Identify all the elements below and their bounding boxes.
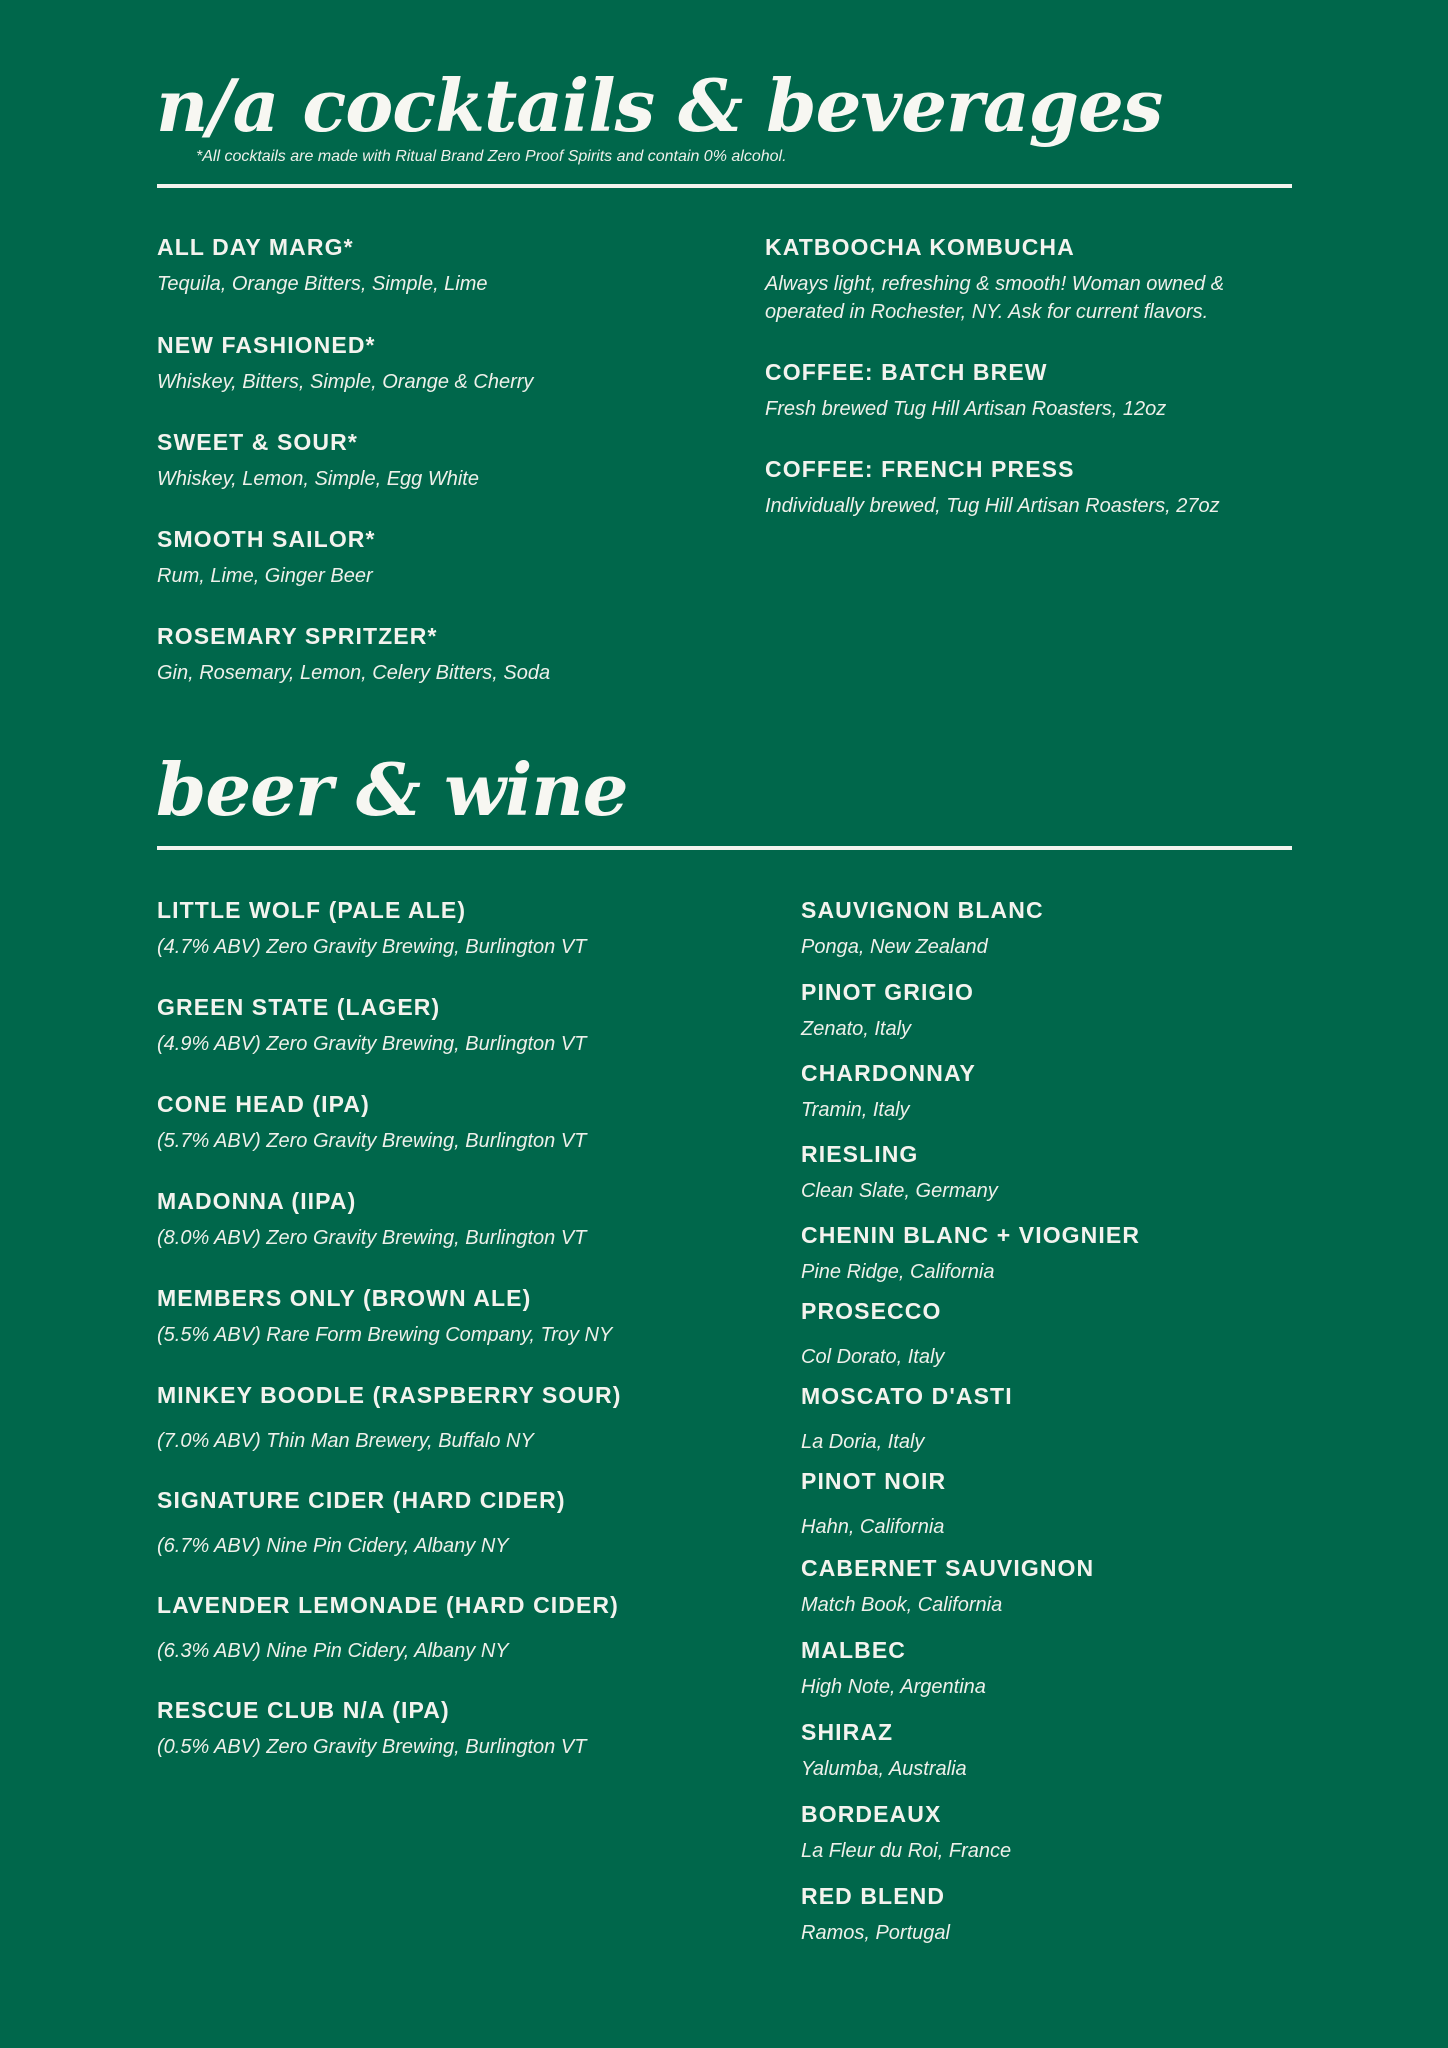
item-name: ALL DAY MARG* (157, 234, 354, 260)
beer-item (157, 896, 586, 961)
item-name: PINOT GRIGIO (801, 979, 974, 1005)
beer-item (157, 1284, 612, 1349)
item-desc: Ramos, Portugal (801, 1922, 950, 1944)
cocktail-item (157, 331, 533, 396)
wine-item (801, 1221, 1140, 1286)
beer-item (157, 1591, 619, 1665)
item-name: COFFEE: BATCH BREW (765, 359, 1048, 385)
item-name: NEW FASHIONED* (157, 332, 376, 358)
beer-item (157, 1486, 566, 1560)
item-desc: Ponga, New Zealand (801, 936, 988, 958)
item-desc: Yalumba, Australia (801, 1758, 967, 1780)
beverage-item (765, 233, 1224, 326)
wine-item (801, 1718, 967, 1783)
wine-item (801, 978, 974, 1043)
item-desc: La Doria, Italy (801, 1431, 925, 1453)
item-desc: Col Dorato, Italy (801, 1346, 945, 1368)
beer-item (157, 1090, 586, 1155)
beer-wine-title: beer & wine (156, 747, 628, 832)
item-name: MEMBERS ONLY (BROWN ALE) (157, 1285, 532, 1311)
item-name: MALBEC (801, 1637, 906, 1663)
item-name: CHARDONNAY (801, 1060, 976, 1086)
item-name: CONE HEAD (IPA) (157, 1091, 370, 1117)
item-desc: (5.5% ABV) Rare Form Brewing Company, Troy NY (157, 1324, 613, 1346)
beer-item (157, 993, 586, 1058)
item-desc: Rum, Lime, Ginger Beer (157, 565, 373, 587)
item-name: MOSCATO D'ASTI (801, 1383, 1013, 1409)
item-desc: Match Book, California (801, 1594, 1003, 1616)
wine-item (801, 1467, 946, 1541)
wine-item (801, 1882, 950, 1947)
beer-item (157, 1381, 622, 1455)
wine-item (801, 1800, 1011, 1865)
item-name: LAVENDER LEMONADE (HARD CIDER) (157, 1592, 619, 1618)
item-desc: High Note, Argentina (801, 1676, 986, 1698)
item-desc: Whiskey, Bitters, Simple, Orange & Cherry (157, 371, 534, 393)
item-desc: (5.7% ABV) Zero Gravity Brewing, Burlington VT (157, 1130, 587, 1152)
item-name: LITTLE WOLF (PALE ALE) (157, 897, 467, 923)
beer-item (157, 1187, 586, 1252)
item-name: CHENIN BLANC + VIOGNIER (801, 1222, 1141, 1248)
item-name: MADONNA (IIPA) (157, 1188, 357, 1214)
item-desc: Pine Ridge, California (801, 1261, 995, 1283)
item-name: RED BLEND (801, 1883, 946, 1909)
item-desc: (6.7% ABV) Nine Pin Cidery, Albany NY (157, 1535, 509, 1557)
item-name: PINOT NOIR (801, 1468, 947, 1494)
item-desc: Hahn, California (801, 1516, 945, 1538)
na-section-divider (157, 184, 1292, 188)
beer-item (157, 1696, 586, 1761)
item-desc: Clean Slate, Germany (801, 1180, 998, 1202)
item-desc: (4.9% ABV) Zero Gravity Brewing, Burlington VT (157, 1033, 587, 1055)
cocktail-item (157, 428, 479, 493)
item-desc-line2: operated in Rochester, NY. Ask for current flavors. (765, 301, 1209, 323)
item-name: SMOOTH SAILOR* (157, 526, 376, 552)
item-name: CABERNET SAUVIGNON (801, 1555, 1095, 1581)
wine-item (801, 1554, 1094, 1619)
cocktail-item (157, 525, 376, 590)
beer-wine-divider (157, 846, 1292, 850)
item-desc: Whiskey, Lemon, Simple, Egg White (157, 468, 479, 490)
wine-item (801, 1382, 1013, 1456)
item-name: GREEN STATE (LAGER) (157, 994, 441, 1020)
item-desc: (6.3% ABV) Nine Pin Cidery, Albany NY (157, 1640, 509, 1662)
cocktail-item (157, 622, 550, 687)
item-name: SHIRAZ (801, 1719, 894, 1745)
beverage-item (765, 358, 1166, 423)
item-desc: (8.0% ABV) Zero Gravity Brewing, Burlington VT (157, 1227, 587, 1249)
item-desc: Gin, Rosemary, Lemon, Celery Bitters, Soda (157, 662, 551, 684)
zero-proof-note: *All cocktails are made with Ritual Brand Zero Proof Spirits and contain 0% alcohol. (196, 148, 787, 165)
item-desc: Tequila, Orange Bitters, Simple, Lime (157, 273, 488, 295)
item-name: RESCUE CLUB N/A (IPA) (157, 1697, 450, 1723)
item-name: RIESLING (801, 1141, 919, 1167)
na-cocktails-title: n/a cocktails & beverages (156, 63, 1163, 148)
item-name: BORDEAUX (801, 1801, 942, 1827)
item-name: ROSEMARY SPRITZER* (157, 623, 438, 649)
item-name: MINKEY BOODLE (RASPBERRY SOUR) (157, 1382, 622, 1408)
item-name: SAUVIGNON BLANC (801, 897, 1044, 923)
item-desc: Individually brewed, Tug Hill Artisan Roasters, 27oz (765, 495, 1220, 517)
item-name: SIGNATURE CIDER (HARD CIDER) (157, 1487, 566, 1513)
item-name: PROSECCO (801, 1298, 942, 1324)
beverage-item (765, 455, 1220, 520)
item-desc: (7.0% ABV) Thin Man Brewery, Buffalo NY (157, 1430, 534, 1452)
cocktail-item (157, 233, 488, 298)
wine-item (801, 1140, 998, 1205)
item-desc: Zenato, Italy (801, 1018, 912, 1040)
item-name: KATBOOCHA KOMBUCHA (765, 234, 1075, 260)
item-desc: Fresh brewed Tug Hill Artisan Roasters, 12oz (765, 398, 1167, 420)
item-name: COFFEE: FRENCH PRESS (765, 456, 1075, 482)
item-desc: Always light, refreshing & smooth! Woman owned & (765, 273, 1225, 295)
item-desc: (4.7% ABV) Zero Gravity Brewing, Burlington VT (157, 936, 587, 958)
wine-item (801, 1059, 976, 1124)
item-desc: Tramin, Italy (801, 1099, 910, 1121)
item-desc: (0.5% ABV) Zero Gravity Brewing, Burlington VT (157, 1736, 587, 1758)
wine-item (801, 896, 1044, 961)
item-desc: La Fleur du Roi, France (801, 1840, 1012, 1862)
wine-item (801, 1297, 944, 1371)
item-name: SWEET & SOUR* (157, 429, 358, 455)
wine-item (801, 1636, 986, 1701)
